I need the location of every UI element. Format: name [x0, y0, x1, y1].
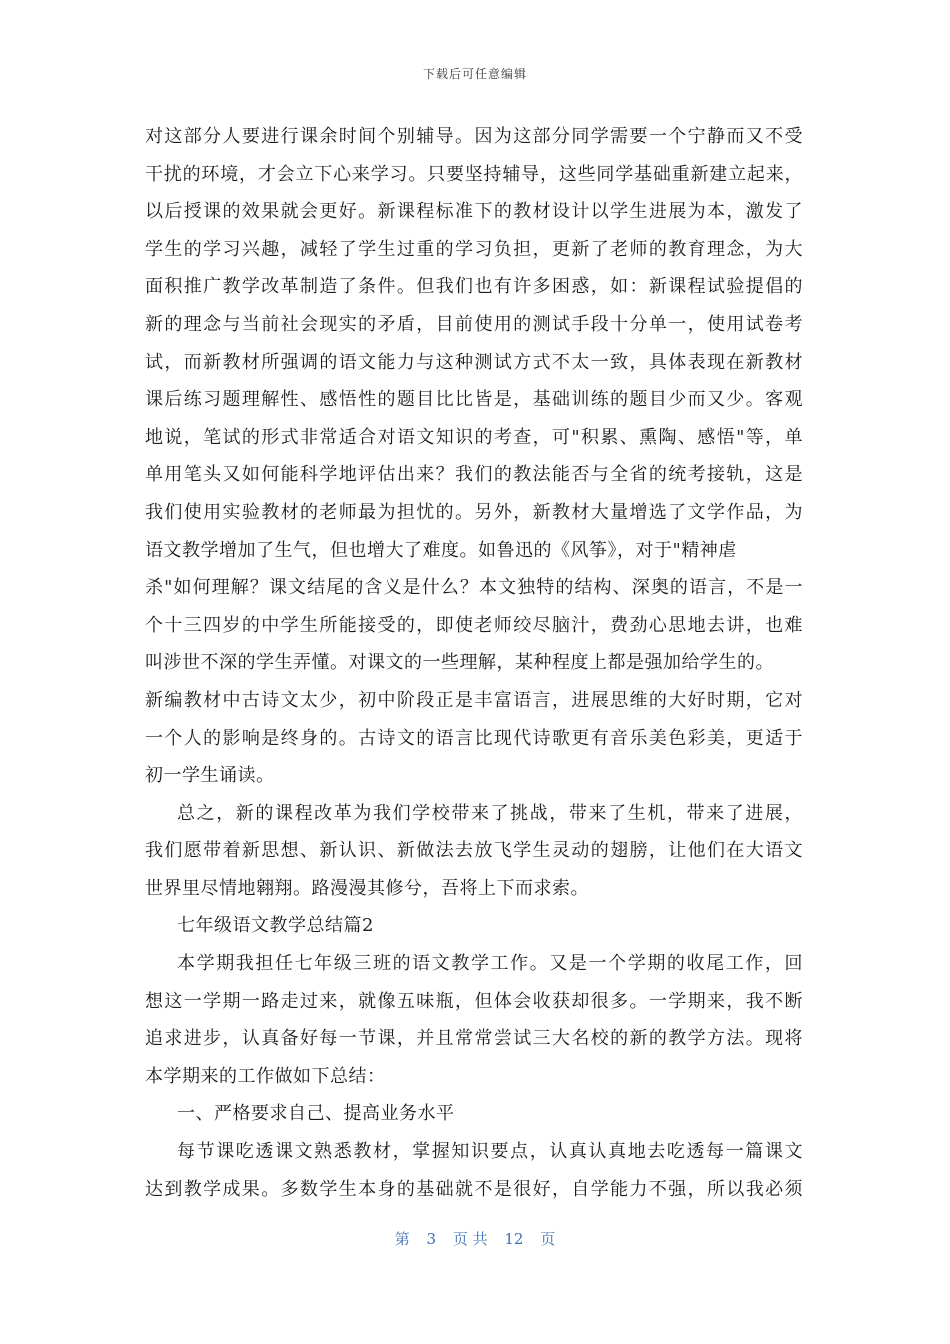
- text-line: 本学期来的工作做如下总结：: [145, 1065, 386, 1087]
- document-body: [145, 118, 803, 1208]
- subsection-heading: 一、严格要求自己、提高业务水平: [177, 1103, 455, 1125]
- text-line: 每节课吃透课文熟悉教材，掌握知识要点，认真认真地去吃透每一篇课文: [177, 1141, 803, 1163]
- text-line: 单用笔头又如何能科学地评估出来？我们的教法能否与全省的统考接轨，这是: [145, 464, 803, 486]
- text-line: 试，而新教材所强调的语文能力与这种测试方式不太一致，具体表现在新教材: [145, 351, 803, 373]
- footer-middle: 页 共: [452, 1230, 488, 1248]
- text-line: 总之，新的课程改革为我们学校带来了挑战，带来了生机，带来了进展，: [177, 802, 803, 824]
- text-line: 语文教学增加了生气，但也增大了难度。如鲁迅的《风筝》，对于"精神虐: [145, 539, 737, 561]
- text-line: 地说，笔试的形式非常适合对语文知识的考查，可"积累、熏陶、感悟"等，单: [145, 426, 803, 448]
- footer-prefix: 第: [394, 1230, 410, 1248]
- text-line: 本学期我担任七年级三班的语文教学工作。又是一个学期的收尾工作，回: [177, 953, 803, 975]
- text-line: 初一学生诵读。: [145, 765, 275, 787]
- text-line: 达到教学成果。多数学生本身的基础就不是很好，自学能力不强，所以我必须: [145, 1178, 803, 1200]
- total-page-count: 12: [504, 1230, 524, 1248]
- page-footer: [0, 1229, 950, 1249]
- section-heading: 七年级语文教学总结篇2: [177, 915, 374, 937]
- text-line: 面积推广教学改革制造了条件。但我们也有许多困惑，如：新课程试验提倡的: [145, 276, 803, 298]
- page-header: 下载后可任意编辑: [422, 67, 527, 81]
- text-line: 课后练习题理解性、感悟性的题目比比皆是，基础训练的题目少而又少。客观: [145, 389, 803, 411]
- footer-suffix: 页: [540, 1230, 556, 1248]
- text-line: 杀"如何理解？课文结尾的含义是什么？本文独特的结构、深奥的语言，不是一: [145, 577, 803, 599]
- text-line: 个十三四岁的中学生所能接受的，即使老师绞尽脑汁，费劲心思地去讲，也难: [145, 614, 803, 636]
- text-line: 想这一学期一路走过来，就像五味瓶，但体会收获却很多。一学期来，我不断: [145, 990, 803, 1012]
- text-line: 对这部分人要进行课余时间个别辅导。因为这部分同学需要一个宁静而又不受: [145, 126, 803, 147]
- text-line: 世界里尽情地翱翔。路漫漫其修兮，吾将上下而求索。: [145, 877, 589, 899]
- text-line: 追求进步，认真备好每一节课，并且常常尝试三大名校的新的教学方法。现将: [145, 1028, 803, 1050]
- text-line: 叫涉世不深的学生弄懂。对课文的一些理解，某种程度上都是强加给学生的。: [145, 652, 774, 674]
- current-page-number: 3: [426, 1230, 437, 1248]
- text-line: 干扰的环境，才会立下心来学习。只要坚持辅导，这些同学基础重新建立起来，: [145, 163, 803, 185]
- text-line: 以后授课的效果就会更好。新课程标准下的教材设计以学生进展为本，激发了: [145, 201, 803, 223]
- text-line: 新编教材中古诗文太少，初中阶段正是丰富语言，进展思维的大好时期，它对: [145, 689, 803, 711]
- text-line: 学生的学习兴趣，减轻了学生过重的学习负担，更新了老师的教育理念，为大: [145, 238, 803, 260]
- text-line: 一个人的影响是终身的。古诗文的语言比现代诗歌更有音乐美色彩美，更适于: [145, 727, 803, 749]
- text-line: 我们使用实验教材的老师最为担忧的。另外，新教材大量增选了文学作品，为: [145, 501, 803, 523]
- text-line: 我们愿带着新思想、新认识、新做法去放飞学生灵动的翅膀，让他们在大语文: [145, 840, 803, 862]
- text-line: 新的理念与当前社会现实的矛盾，目前使用的测试手段十分单一，使用试卷考: [145, 313, 803, 335]
